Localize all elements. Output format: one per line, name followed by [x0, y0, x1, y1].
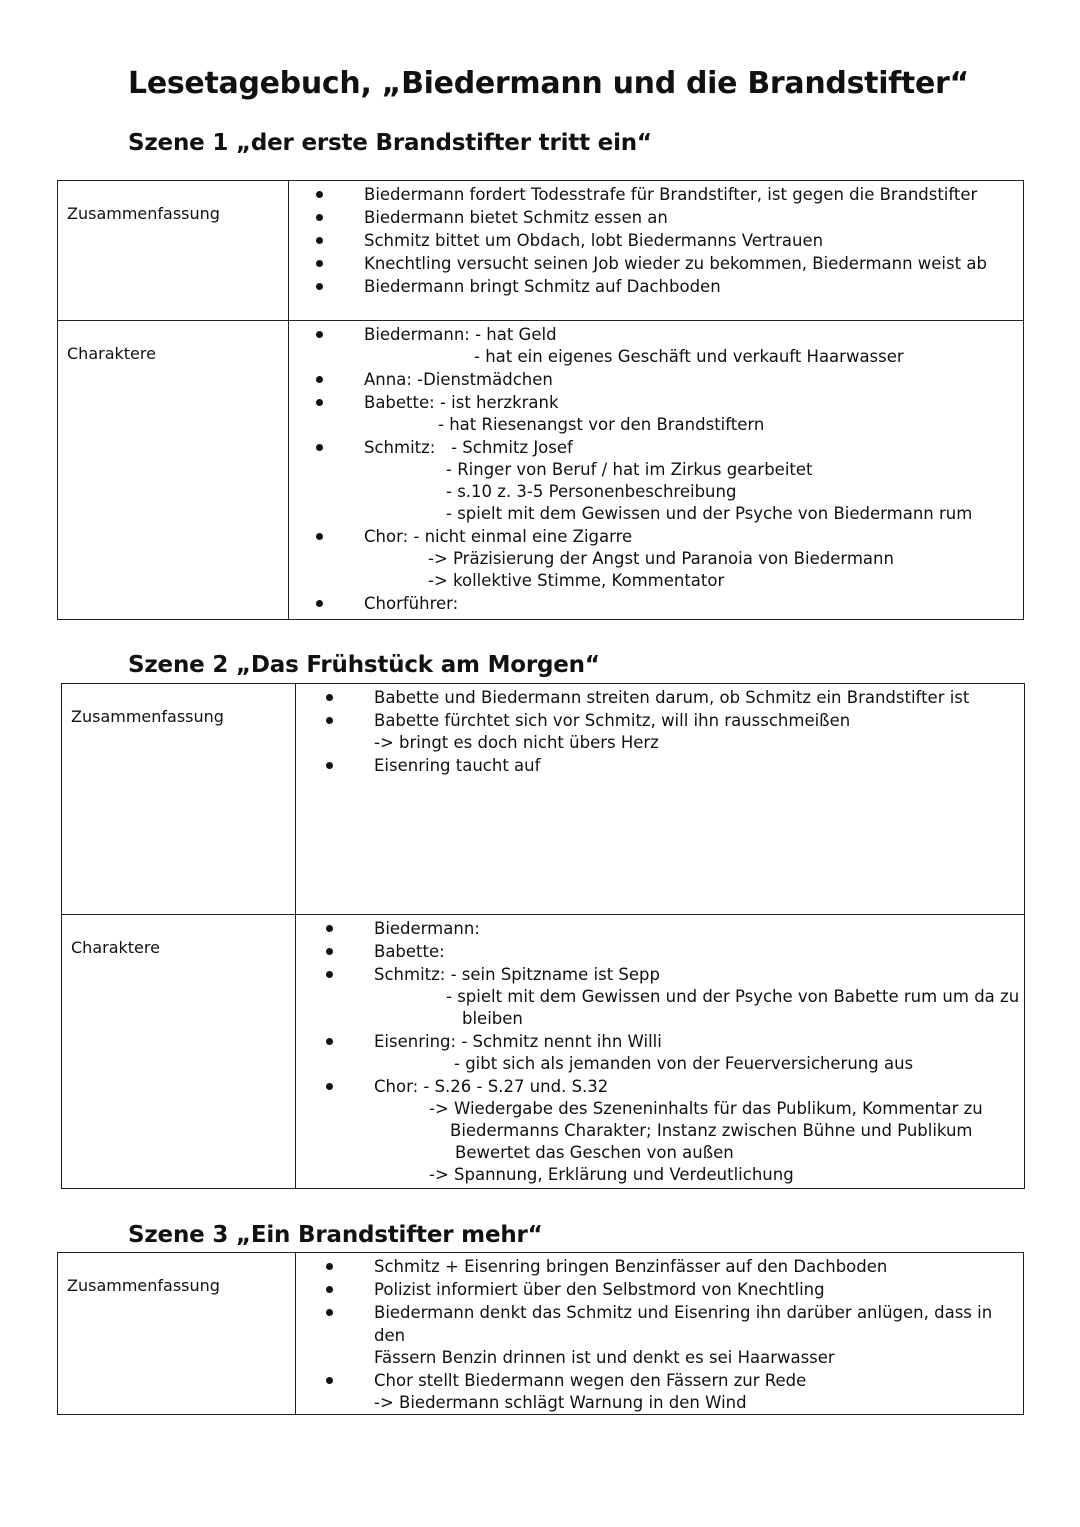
list-item — [316, 436, 1023, 525]
list-item — [326, 963, 1024, 1030]
scene-1-heading: Szene 1 „der erste Brandstifter tritt ein“ — [128, 130, 652, 156]
character-biedermann: Biedermann: - hat Geld — [364, 325, 557, 344]
list-item — [326, 1278, 1023, 1301]
document-title: Lesetagebuch, „Biedermann und die Brandstifter“ — [128, 66, 969, 101]
scene-2-table — [61, 683, 1025, 1189]
character-schmitz: Schmitz: - Schmitz Josef — [364, 438, 573, 457]
summary-list — [289, 183, 1023, 298]
summary-text: Schmitz + Eisenring bringen Benzinfässer auf den Dachboden — [374, 1257, 888, 1276]
character-detail: -> Spannung, Erklärung und Verdeutlichung — [429, 1165, 794, 1184]
summary-text: Eisenring taucht auf — [374, 756, 541, 775]
list-item — [316, 368, 1023, 391]
list-item — [326, 940, 1024, 963]
scene-3-summary-cell — [296, 1253, 1024, 1415]
scene-1-summary-row — [58, 181, 1024, 321]
summary-detail: -> bringt es doch nicht übers Herz — [374, 733, 659, 752]
character-detail: -> kollektive Stimme, Kommentator — [428, 571, 725, 590]
list-item — [316, 592, 1023, 615]
summary-text: Biedermann denkt das Schmitz und Eisenring ihn darüber anlügen, dass in den — [374, 1303, 993, 1345]
scene-2-characters-row — [62, 915, 1025, 1189]
character-detail: Bewertet das Geschen von außen — [455, 1143, 734, 1162]
summary-detail: Fässern Benzin drinnen ist und denkt es sei Haarwasser — [374, 1348, 835, 1367]
character-schmitz: Schmitz: - sein Spitzname ist Sepp — [374, 965, 660, 984]
scene-2-summary-cell — [296, 684, 1025, 915]
character-detail: - s.10 z. 3-5 Personenbeschreibung — [446, 482, 737, 501]
character-detail: - gibt sich als jemanden von der Feuerversicherung aus — [454, 1054, 914, 1073]
characters-list — [289, 323, 1023, 615]
list-item: Knechtling versucht seinen Job wieder zu bekommen, Biedermann weist ab — [316, 252, 1023, 275]
character-biedermann: Biedermann: — [374, 919, 480, 938]
list-item — [326, 1255, 1023, 1278]
character-detail: - hat ein eigenes Geschäft und verkauft Haarwasser — [474, 347, 904, 366]
character-detail: -> Präzisierung der Angst und Paranoia von Biedermann — [428, 549, 894, 568]
scene-2-summary-row — [62, 684, 1025, 915]
list-item: Biedermann bietet Schmitz essen an — [316, 206, 1023, 229]
character-anna: Anna: -Dienstmädchen — [364, 370, 553, 389]
summary-label: Zusammenfassung — [58, 181, 289, 321]
scene-3-heading: Szene 3 „Ein Brandstifter mehr“ — [128, 1222, 543, 1248]
scene-2-heading: Szene 2 „Das Frühstück am Morgen“ — [128, 652, 600, 678]
character-detail: Biedermanns Charakter; Instanz zwischen Bühne und Publikum — [450, 1121, 973, 1140]
list-item — [326, 1369, 1023, 1414]
summary-text: Polizist informiert über den Selbstmord von Knechtling — [374, 1280, 825, 1299]
list-item: Schmitz bittet um Obdach, lobt Biedermanns Vertrauen — [316, 229, 1023, 252]
summary-text: Chor stellt Biedermann wegen den Fässern zur Rede — [374, 1371, 807, 1390]
list-item — [316, 323, 1023, 368]
list-item: Biedermann bringt Schmitz auf Dachboden — [316, 275, 1023, 298]
scene-3-summary-row — [58, 1253, 1024, 1415]
character-babette: Babette: — [374, 942, 445, 961]
character-chor: Chor: - S.26 - S.27 und. S.32 — [374, 1077, 609, 1096]
list-item — [316, 525, 1023, 592]
list-item — [326, 1301, 1023, 1369]
character-detail: - hat Riesenangst vor den Brandstiftern — [438, 415, 765, 434]
characters-label: Charaktere — [62, 915, 296, 1189]
summary-list — [296, 1255, 1023, 1414]
list-item: Biedermann fordert Todesstrafe für Brandstifter, ist gegen die Brandstifter — [316, 183, 1023, 206]
character-chor: Chor: - nicht einmal eine Zigarre — [364, 527, 633, 546]
scene-2-characters-cell — [296, 915, 1025, 1189]
list-item — [316, 391, 1023, 436]
list-item — [326, 686, 1024, 709]
character-babette: Babette: - ist herzkrank — [364, 393, 559, 412]
summary-text: Babette und Biedermann streiten darum, ob Schmitz ein Brandstifter ist — [374, 688, 970, 707]
summary-list — [296, 686, 1024, 777]
character-detail: -> Wiedergabe des Szeneninhalts für das Publikum, Kommentar zu — [429, 1099, 983, 1118]
scene-3-table — [57, 1252, 1024, 1415]
summary-detail: -> Biedermann schlägt Warnung in den Wind — [374, 1393, 747, 1412]
character-chorfuehrer: Chorführer: — [364, 594, 459, 613]
scene-1-table — [57, 180, 1024, 620]
scene-1-characters-row — [58, 321, 1024, 620]
character-detail: - spielt mit dem Gewissen und der Psyche von Biedermann rum — [446, 504, 973, 523]
list-item — [326, 1075, 1024, 1186]
character-detail: - spielt mit dem Gewissen und der Psyche von Babette rum um da zu — [446, 987, 1020, 1006]
character-detail: bleiben — [462, 1009, 523, 1028]
character-eisenring: Eisenring: - Schmitz nennt ihn Willi — [374, 1032, 662, 1051]
list-item — [326, 754, 1024, 777]
summary-label: Zusammenfassung — [62, 684, 296, 915]
summary-label: Zusammenfassung — [58, 1253, 296, 1415]
list-item — [326, 1030, 1024, 1075]
list-item — [326, 917, 1024, 940]
characters-label: Charaktere — [58, 321, 289, 620]
character-detail: - Ringer von Beruf / hat im Zirkus gearbeitet — [446, 460, 813, 479]
scene-1-summary-cell — [289, 181, 1024, 321]
characters-list — [296, 917, 1024, 1186]
scene-1-characters-cell — [289, 321, 1024, 620]
summary-text: Babette fürchtet sich vor Schmitz, will ihn rausschmeißen — [374, 711, 851, 730]
list-item — [326, 709, 1024, 754]
